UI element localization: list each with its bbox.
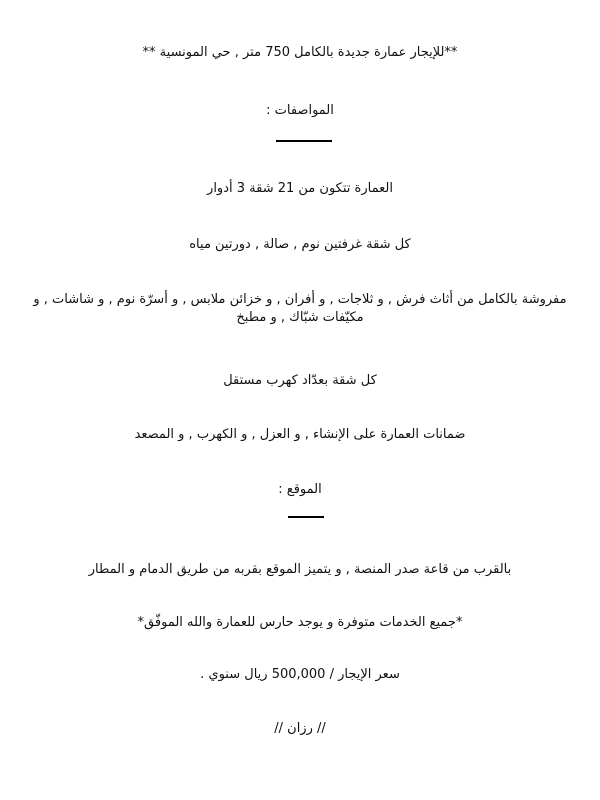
specs-heading-underline: [276, 140, 332, 142]
location-description: بالقرب من قاعة صدر المنصة , و يتميز الموقع بقربه من طريق الدمام و المطار: [88, 562, 512, 577]
listing-headline: **للإيجار عمارة جديدة بالكامل 750 متر , حي المونسية **: [142, 45, 458, 60]
spec-electric-meter: كل شقة بعدّاد كهرب مستقل: [223, 373, 377, 388]
author-signature: // رزان //: [274, 721, 326, 736]
spec-furnishing: مفروشة بالكامل من أثاث فرش , و ثلاجات , و أفران , و خزائن ملابس , و أسرّة نوم , و شاشات , و مكيّفات شبّاك , و مطبخ: [33, 292, 567, 325]
specs-heading: المواصفات :: [266, 103, 334, 118]
rental-price: سعر الإيجار / 500,000 ريال سنوي .: [200, 667, 400, 682]
location-heading: الموقع :: [278, 482, 322, 497]
location-heading-underline: [288, 516, 324, 518]
spec-apartment-layout: كل شقة غرفتين نوم , صالة , دورتين مياه: [189, 237, 411, 252]
spec-warranties: ضمانات العمارة على الإنشاء , و العزل , و الكهرب , و المصعد: [134, 427, 466, 442]
services-note: *جميع الخدمات متوفرة و يوجد حارس للعمارة والله الموفّق*: [137, 615, 463, 630]
spec-building-units: العمارة تتكون من 21 شقة 3 أدوار: [207, 181, 393, 196]
